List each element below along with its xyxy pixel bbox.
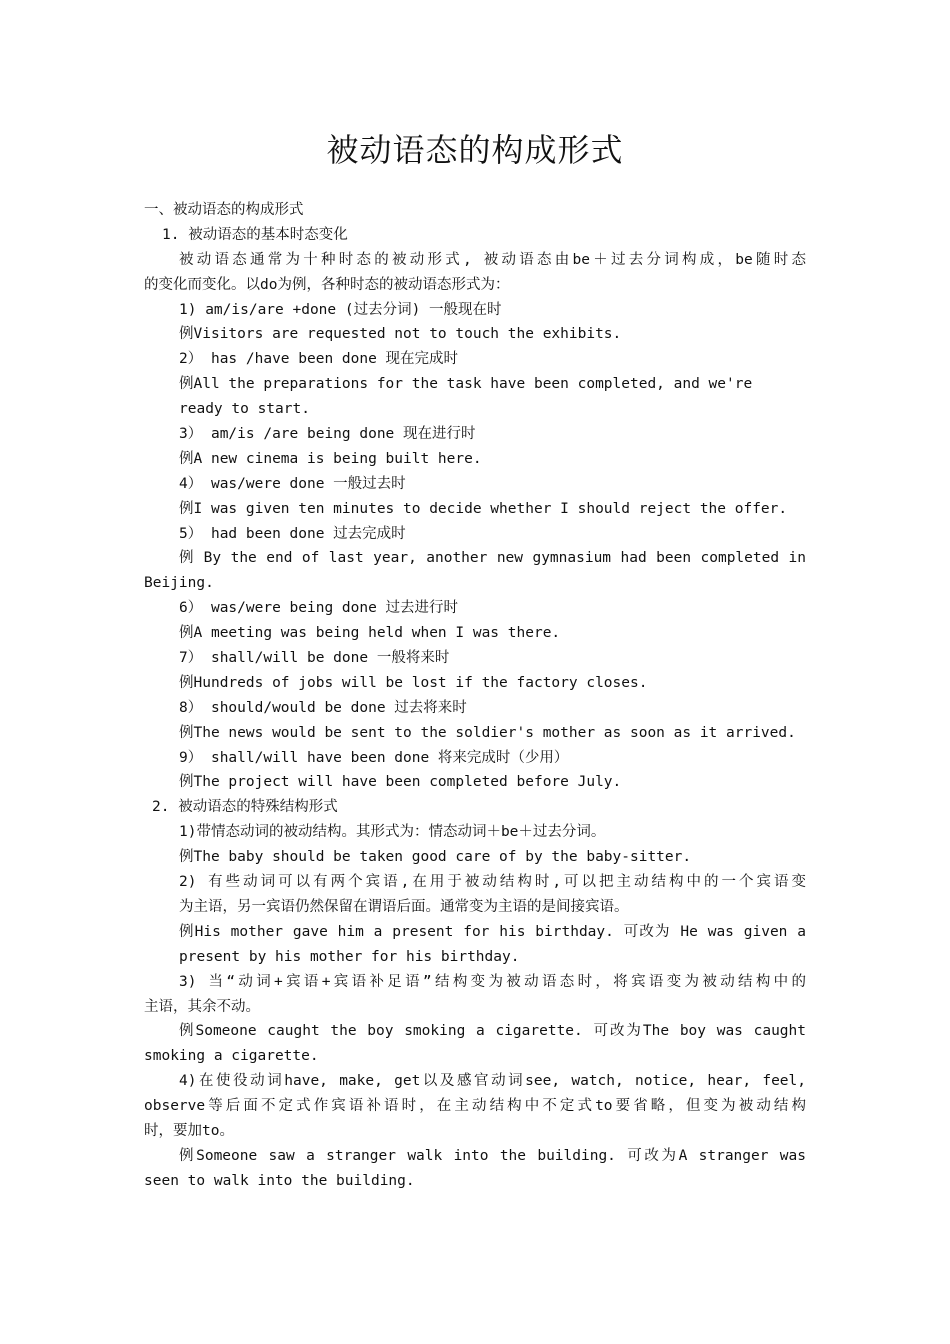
tense-item: [0, 596, 950, 621]
section-heading: [0, 198, 950, 223]
tense-item: [0, 347, 950, 372]
example-text: 例All the preparations for the task have been completed, and we're: [179, 376, 753, 393]
example-line: [0, 322, 950, 347]
document-body: [0, 198, 950, 1194]
structure-item: [0, 1119, 950, 1144]
example-text: smoking a cigarette.: [144, 1048, 319, 1065]
example-text: 例The baby should be taken good care of by the baby-sitter.: [179, 849, 692, 866]
structure-item: [0, 970, 950, 995]
example-text: 例Someone caught the boy smoking a cigarette. 可改为The boy was caught: [179, 1023, 806, 1040]
subsection-heading-text: 2. 被动语态的特殊结构形式: [152, 799, 338, 816]
tense-item-text: 3） am/is /are being done 现在进行时: [179, 426, 476, 443]
structure-item-text: 4)在使役动词have, make, get以及感官动词see, watch, notice, hear, feel,: [179, 1073, 806, 1090]
example-line: [0, 671, 950, 696]
example-line: [0, 770, 950, 795]
example-text: 例Hundreds of jobs will be lost if the factory closes.: [179, 674, 648, 691]
tense-item-text: 2） has /have been done 现在完成时: [179, 351, 459, 368]
example-text: 例 By the end of last year, another new gymnasium had been completed in: [179, 550, 806, 567]
tense-item-text: 8） should/would be done 过去将来时: [179, 699, 467, 716]
paragraph-line: [0, 248, 950, 273]
example-text: 例The news would be sent to the soldier's mother as soon as it arrived.: [179, 724, 796, 741]
tense-item: [0, 646, 950, 671]
tense-item: [0, 298, 950, 323]
tense-item: [0, 422, 950, 447]
structure-item: [0, 995, 950, 1020]
tense-item: [0, 522, 950, 547]
example-line: [0, 721, 950, 746]
example-line: [0, 945, 950, 970]
subsection-heading-text: 1. 被动语态的基本时态变化: [162, 226, 348, 243]
example-line: [0, 845, 950, 870]
example-text: 例His mother gave him a present for his birthday. 可改为 He was given a: [179, 923, 806, 940]
structure-item: [0, 1069, 950, 1094]
structure-item-text: observe等后面不定式作宾语补语时，在主动结构中不定式to要省略，但变为被动结构: [144, 1098, 806, 1115]
subsection-heading: [0, 223, 950, 248]
tense-item-text: 6） was/were being done 过去进行时: [179, 600, 459, 617]
paragraph-text: 被动语态通常为十种时态的被动形式, 被动语态由be＋过去分词构成，be随时态: [179, 251, 806, 268]
example-line: [0, 920, 950, 945]
paragraph-line: [0, 273, 950, 298]
structure-item: [0, 820, 950, 845]
example-line: [0, 1169, 950, 1194]
structure-item: [0, 870, 950, 895]
example-text: 例Visitors are requested not to touch the exhibits.: [179, 326, 622, 343]
tense-item-text: 1) am/is/are +done (过去分词) 一般现在时: [179, 301, 502, 318]
tense-item: [0, 746, 950, 771]
example-line: [0, 571, 950, 596]
example-line: [0, 621, 950, 646]
example-line: [0, 1144, 950, 1169]
example-line: [0, 1019, 950, 1044]
structure-item-text: 2) 有些动词可以有两个宾语,在用于被动结构时,可以把主动结构中的一个宾语变: [179, 874, 806, 891]
tense-item-text: 7） shall/will be done 一般将来时: [179, 650, 450, 667]
example-text: 例The project will have been completed before July.: [179, 774, 622, 791]
section-heading-text: 一、被动语态的构成形式: [144, 202, 304, 218]
tense-item-text: 4） was/were done 一般过去时: [179, 475, 406, 492]
example-text: 例A new cinema is being built here.: [179, 450, 482, 467]
paragraph-text: 的变化而变化。以do为例，各种时态的被动语态形式为：: [144, 276, 510, 293]
example-text: present by his mother for his birthday.: [179, 948, 520, 965]
example-line: [0, 497, 950, 522]
tense-item-text: 5） had been done 过去完成时: [179, 525, 406, 542]
tense-item: [0, 696, 950, 721]
example-line: [0, 1044, 950, 1069]
example-line: [0, 397, 950, 422]
structure-item-text: 主语，其余不动。: [144, 998, 260, 1015]
example-line: [0, 447, 950, 472]
structure-item-text: 3) 当“动词+宾语+宾语补足语”结构变为被动语态时，将宾语变为被动结构中的: [179, 973, 806, 990]
tense-item: [0, 472, 950, 497]
example-text: 例Someone saw a stranger walk into the building. 可改为A stranger was: [179, 1147, 806, 1164]
example-text: 例A meeting was being held when I was there.: [179, 625, 561, 642]
example-text: ready to start.: [179, 401, 310, 418]
example-text: Beijing.: [144, 575, 214, 592]
example-text: 例I was given ten minutes to decide whether I should reject the offer.: [179, 500, 788, 517]
example-line: [0, 372, 950, 397]
structure-item: [0, 1094, 950, 1119]
structure-item-text: 为主语，另一宾语仍然保留在谓语后面。通常变为主语的是间接宾语。: [179, 898, 629, 915]
tense-item-text: 9） shall/will have been done 将来完成时（少用）: [179, 749, 569, 766]
example-line: [0, 546, 950, 571]
structure-item-text: 时，要加to。: [144, 1122, 234, 1139]
document-title: 被动语态的构成形式: [326, 131, 624, 169]
structure-item-text: 1)带情态动词的被动结构。其形式为：情态动词＋be＋过去分词。: [179, 824, 606, 841]
subsection-heading: [0, 795, 950, 820]
example-text: seen to walk into the building.: [144, 1172, 415, 1189]
structure-item: [0, 895, 950, 920]
